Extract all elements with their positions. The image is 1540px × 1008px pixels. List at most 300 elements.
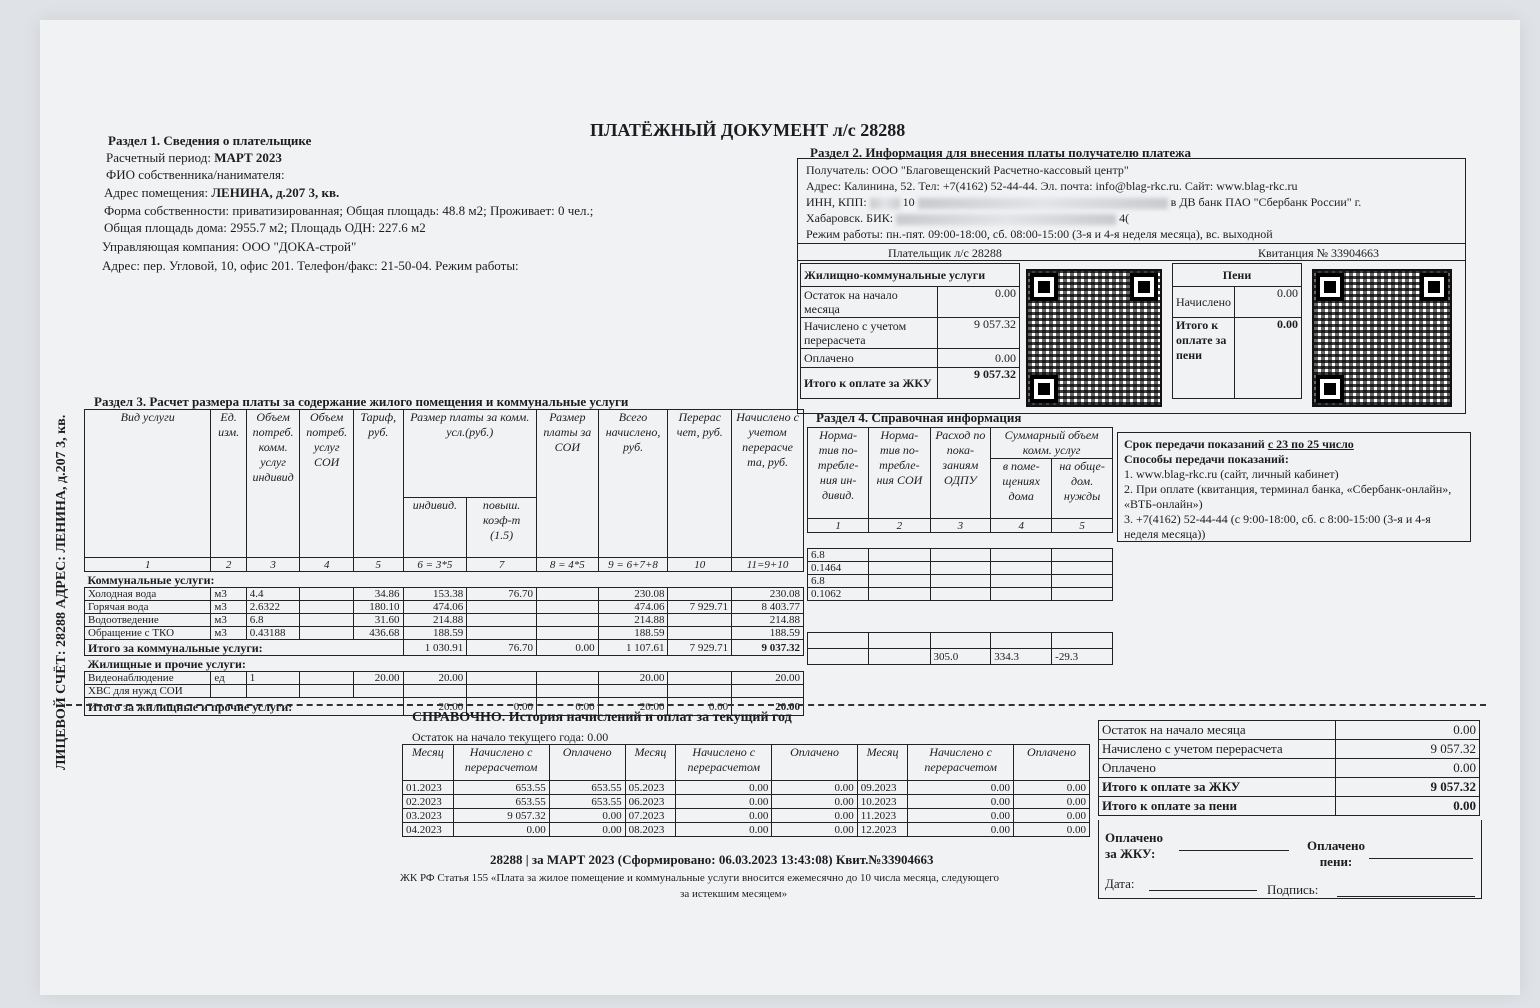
reference-cell xyxy=(1052,633,1113,649)
service-soi-pay xyxy=(537,601,599,614)
summary-label: Остаток на начало месяца xyxy=(1099,721,1336,740)
history-paid: 0.00 xyxy=(549,809,625,823)
bank-name: в ДВ банк ПАО "Сбербанк России" г. xyxy=(1170,195,1362,209)
meter-info xyxy=(1118,433,1470,542)
address-label: Адрес помещения: xyxy=(104,185,209,200)
section4-rows xyxy=(808,549,1113,601)
communal-rows xyxy=(85,588,804,640)
history-month: 04.2023 xyxy=(403,823,454,837)
qr-finder xyxy=(1030,375,1058,403)
section1-title: Раздел 1. Сведения о плательщике xyxy=(108,133,312,148)
col-service: Вид услуги xyxy=(85,410,211,558)
paid-peni-field[interactable] xyxy=(1369,858,1473,859)
service-tariff: 180.10 xyxy=(353,601,403,614)
history-month: 06.2023 xyxy=(625,795,676,809)
history-charged: 0.00 xyxy=(908,795,1014,809)
summary-value: 0.00 xyxy=(1336,759,1480,778)
service-unit: м3 xyxy=(211,614,246,627)
bik-end: 4( xyxy=(1119,211,1130,225)
service-tariff: 20.00 xyxy=(353,672,403,685)
communal-total-label: Итого за коммунальные услуги: xyxy=(85,640,404,656)
col-norm-indiv: Норма-тив по-требле-ния ин-дивид. xyxy=(808,428,869,519)
service-final: 8 403.77 xyxy=(732,601,804,614)
reference-cell: 334.3 xyxy=(991,649,1052,665)
service-recalc xyxy=(668,685,732,698)
qr-finder xyxy=(1316,273,1344,301)
year-start-value: 0.00 xyxy=(587,730,609,744)
redacted-field xyxy=(896,214,1116,225)
service-total: 20.00 xyxy=(598,672,668,685)
reference-cell xyxy=(991,633,1052,649)
col-charged: Начислено с перерасчетом xyxy=(453,745,549,781)
service-row xyxy=(85,614,804,627)
paid-zhku-field[interactable] xyxy=(1179,850,1289,851)
col-number: 6 = 3*5 xyxy=(403,558,467,572)
ownership-info: Форма собственности: приватизированная; Общая площадь: 48.8 м2; Проживает: 0 чел.; xyxy=(104,203,594,218)
col-number: 3 xyxy=(246,558,300,572)
history-row xyxy=(403,795,1090,809)
company-address: Адрес: пер. Угловой, 10, офис 201. Телефон/факс: 21-50-04. Режим работы: xyxy=(102,258,519,273)
column-number-row xyxy=(85,558,804,572)
billing-period xyxy=(106,150,282,166)
service-name: Видеонаблюдение xyxy=(85,672,211,685)
col-number: 1 xyxy=(808,519,869,533)
service-soi-volume xyxy=(300,614,354,627)
col-number: 11=9+10 xyxy=(732,558,804,572)
spacer xyxy=(808,601,1113,633)
service-final: 188.59 xyxy=(732,627,804,640)
history-month: 11.2023 xyxy=(857,809,908,823)
reference-row xyxy=(808,575,1113,588)
service-name: Холодная вода xyxy=(85,588,211,601)
col-final: Начислено с учетом перерасче та, руб. xyxy=(732,410,804,558)
section4-table xyxy=(807,427,1113,665)
service-tariff: 31.60 xyxy=(353,614,403,627)
history-charged: 9 057.32 xyxy=(453,809,549,823)
service-soi-volume xyxy=(300,627,354,640)
service-volume: 6.8 xyxy=(246,614,300,627)
deadline-label: Срок передачи показаний xyxy=(1124,437,1265,451)
fio-label: ФИО собственника/нанимателя: xyxy=(106,167,285,182)
summary-value: 0.00 xyxy=(1336,797,1480,816)
col-number: 4 xyxy=(991,519,1052,533)
zhku-label: Оплачено xyxy=(801,349,938,368)
summary-row xyxy=(1099,778,1480,797)
signature-field[interactable] xyxy=(1337,882,1475,897)
methods-label: Способы передачи показаний: xyxy=(1124,452,1289,466)
col-total-volume: Суммарный объем комм. услуг xyxy=(991,428,1113,459)
history-header-row xyxy=(403,745,1090,781)
inn-value: 10 xyxy=(902,195,915,209)
peni-title: Пени xyxy=(1173,264,1302,287)
col-volume-indiv: Объем потреб. комм. услуг индивид xyxy=(246,410,300,558)
reference-cell xyxy=(930,549,991,562)
inn-kpp xyxy=(806,195,1361,210)
reference-cell xyxy=(1052,588,1113,601)
zhku-table xyxy=(800,263,1020,399)
period-label: Расчетный период: xyxy=(106,150,211,165)
service-soi-volume xyxy=(300,588,354,601)
service-unit: м3 xyxy=(211,627,246,640)
service-unit xyxy=(211,685,246,698)
zhku-row xyxy=(801,287,1020,318)
history-charged: 0.00 xyxy=(676,781,772,795)
total-final: 9 037.32 xyxy=(732,640,804,656)
formed-line: 28288 | за МАРТ 2023 (Сформировано: 06.03.2023 13:43:08) Квит.№33904663 xyxy=(490,852,934,867)
history-charged: 0.00 xyxy=(453,823,549,837)
service-unit: ед xyxy=(211,672,246,685)
col-unit: Ед. изм. xyxy=(211,410,246,558)
service-soi-pay xyxy=(537,685,599,698)
section4-header-row xyxy=(808,428,1113,459)
service-indiv: 153.38 xyxy=(403,588,467,601)
service-soi-pay xyxy=(537,588,599,601)
history-paid: 0.00 xyxy=(1013,795,1089,809)
total-soi-pay: 0.00 xyxy=(537,698,599,716)
peni-value: 0.00 xyxy=(1235,287,1302,318)
peni-label: Итого к оплате за пени xyxy=(1173,318,1235,399)
communal-title: Коммунальные услуги: xyxy=(87,572,215,587)
history-paid: 0.00 xyxy=(1013,781,1089,795)
col-soi-pay: Размер платы за СОИ xyxy=(537,410,599,558)
history-month: 02.2023 xyxy=(403,795,454,809)
reference-cell: 6.8 xyxy=(808,549,869,562)
summary-rows xyxy=(1099,721,1480,816)
col-number: 5 xyxy=(353,558,403,572)
zhku-value: 9 057.32 xyxy=(938,368,1020,399)
reference-cell xyxy=(930,588,991,601)
service-total: 230.08 xyxy=(598,588,668,601)
date-label: Дата: xyxy=(1105,876,1135,891)
summary-value: 0.00 xyxy=(1336,721,1480,740)
qr-finder xyxy=(1316,375,1344,403)
summary-label: Оплачено xyxy=(1099,759,1336,778)
zhku-value: 9 057.32 xyxy=(938,318,1020,349)
col-paid: Оплачено xyxy=(549,745,625,781)
history-charged: 0.00 xyxy=(908,781,1014,795)
sign-label: Подпись: xyxy=(1267,882,1319,897)
paid-zhku xyxy=(1105,830,1163,862)
summary-value: 9 057.32 xyxy=(1336,740,1480,759)
service-total: 188.59 xyxy=(598,627,668,640)
history-charged: 653.55 xyxy=(453,781,549,795)
service-row xyxy=(85,627,804,640)
reference-cell xyxy=(991,562,1052,575)
service-row xyxy=(85,685,804,698)
col-norm-soi: Норма-тив по-требле-ния СОИ xyxy=(869,428,930,519)
management-company: Управляющая компания: ООО "ДОКА-строй" xyxy=(102,239,357,254)
col-recalc: Перерас чет, руб. xyxy=(668,410,732,558)
paid-zhku-line2: за ЖКУ: xyxy=(1105,846,1156,861)
total-coef: 0.00 xyxy=(467,698,537,716)
paid-peni xyxy=(1307,838,1365,870)
section3-title: Раздел 3. Расчет размера платы за содержание жилого помещения и коммунальные услуги xyxy=(94,394,629,409)
housing-rows xyxy=(85,672,804,698)
reference-cell: 0.1464 xyxy=(808,562,869,575)
history-paid: 0.00 xyxy=(772,809,857,823)
service-final xyxy=(732,685,804,698)
housing-title: Жилищные и прочие услуги: xyxy=(87,656,246,671)
reference-cell xyxy=(808,649,869,665)
col-volume-soi: Объем потреб. услуг СОИ xyxy=(300,410,354,558)
period-value: МАРТ 2023 xyxy=(214,150,282,165)
col-paid: Оплачено xyxy=(772,745,857,781)
recipient: Получатель: ООО "Благовещенский Расчетно-кассовый центр" xyxy=(806,163,1129,177)
spacer xyxy=(808,533,1113,549)
service-name: Водоотведение xyxy=(85,614,211,627)
service-volume: 4.4 xyxy=(246,588,300,601)
service-tariff: 436.68 xyxy=(353,627,403,640)
service-recalc xyxy=(668,614,732,627)
reference-cell xyxy=(930,562,991,575)
summary-value: 9 057.32 xyxy=(1336,778,1480,797)
summary-label: Итого к оплате за ЖКУ xyxy=(1099,778,1336,797)
history-title: СПРАВОЧНО. История начислений и оплат за текущий год xyxy=(412,710,792,725)
communal-group-row xyxy=(85,572,804,588)
total-final: 20.00 xyxy=(732,698,804,716)
history-paid: 0.00 xyxy=(1013,823,1089,837)
total-soi-pay: 0.00 xyxy=(537,640,599,656)
service-soi-volume xyxy=(300,685,354,698)
service-final: 230.08 xyxy=(732,588,804,601)
zhku-title: Жилищно-коммунальные услуги xyxy=(801,264,1020,287)
history-month: 01.2023 xyxy=(403,781,454,795)
column-number-row xyxy=(808,519,1113,533)
housing-total-label: Итого за жилищные и прочие услуги: xyxy=(85,698,404,716)
reference-row xyxy=(808,649,1113,665)
history-row xyxy=(403,823,1090,837)
bik-label: Хабаровск. БИК: xyxy=(806,211,894,225)
service-soi-pay xyxy=(537,672,599,685)
section3-table xyxy=(84,409,804,716)
service-coef xyxy=(467,601,537,614)
peni-row xyxy=(1173,318,1302,399)
col-total: Всего начислено, руб. xyxy=(598,410,668,558)
date-field[interactable] xyxy=(1149,876,1257,891)
reference-cell: 6.8 xyxy=(808,575,869,588)
history-month: 03.2023 xyxy=(403,809,454,823)
col-common: на обще-дом. нужды xyxy=(1052,459,1113,519)
reference-cell xyxy=(869,649,930,665)
reference-cell xyxy=(869,549,930,562)
history-paid: 0.00 xyxy=(772,781,857,795)
service-indiv xyxy=(403,685,467,698)
section2-title: Раздел 2. Информация для внесения платы получателю платежа xyxy=(810,145,1192,160)
document-title: ПЛАТЁЖНЫЙ ДОКУМЕНТ л/с 28288 xyxy=(590,120,906,140)
history-charged: 0.00 xyxy=(908,823,1014,837)
zhku-row xyxy=(801,349,1020,368)
method-item: 1. www.blag-rkc.ru (сайт, личный кабинет) xyxy=(1124,467,1339,481)
service-indiv: 474.06 xyxy=(403,601,467,614)
year-start-label: Остаток на начало текущего года: xyxy=(412,730,585,744)
bik xyxy=(806,211,1129,226)
service-coef xyxy=(467,614,537,627)
recipient-address: Адрес: Калинина, 52. Тел: +7(4162) 52-44-44. Эл. почта: info@blag-rkc.ru. Сайт: www.blag-rkc.ru xyxy=(806,179,1298,193)
service-soi-volume xyxy=(300,672,354,685)
peni-value: 0.00 xyxy=(1235,318,1302,399)
summary-row xyxy=(1099,740,1480,759)
service-indiv: 20.00 xyxy=(403,672,467,685)
zhku-label: Начислено с учетом перерасчета xyxy=(801,318,938,349)
service-soi-pay xyxy=(537,627,599,640)
law-line-2: за истекшим месяцем» xyxy=(680,888,788,900)
communal-total-row xyxy=(85,640,804,656)
col-odpu: Расход по пока-заниям ОДПУ xyxy=(930,428,991,519)
reference-cell xyxy=(1052,549,1113,562)
service-soi-volume xyxy=(300,601,354,614)
account-vertical-label: ЛИЦЕВОЙ СЧЁТ: 28288 АДРЕС: ЛЕНИНА, д.207 3, кв. xyxy=(54,414,69,770)
history-charged: 0.00 xyxy=(676,823,772,837)
redacted-field xyxy=(870,198,900,209)
service-volume: 0.43188 xyxy=(246,627,300,640)
zhku-value: 0.00 xyxy=(938,349,1020,368)
service-volume: 1 xyxy=(246,672,300,685)
service-unit: м3 xyxy=(211,588,246,601)
reference-cell: 0.1062 xyxy=(808,588,869,601)
section4-title: Раздел 4. Справочная информация xyxy=(816,410,1022,425)
service-soi-pay xyxy=(537,614,599,627)
history-paid: 0.00 xyxy=(1013,809,1089,823)
total-indiv: 1 030.91 xyxy=(403,640,467,656)
service-total: 214.88 xyxy=(598,614,668,627)
col-charged: Начислено с перерасчетом xyxy=(908,745,1014,781)
col-number: 7 xyxy=(467,558,537,572)
service-coef xyxy=(467,627,537,640)
divider xyxy=(798,260,1465,261)
peni-table xyxy=(1172,263,1302,399)
service-indiv: 214.88 xyxy=(403,614,467,627)
col-tariff: Тариф, руб. xyxy=(353,410,403,558)
spacer-row xyxy=(808,601,1113,633)
method-item: 2. При оплате (квитанция, терминал банка, «Сбербанк-онлайн», «ВТБ-онлайн») xyxy=(1124,482,1452,511)
redacted-field xyxy=(918,198,1168,209)
cut-line xyxy=(66,704,1486,706)
history-paid: 653.55 xyxy=(549,795,625,809)
total-indiv: 20.00 xyxy=(403,698,467,716)
reference-cell xyxy=(1052,575,1113,588)
section3-header-row xyxy=(85,410,804,498)
history-month: 12.2023 xyxy=(857,823,908,837)
paid-peni-line2: пени: xyxy=(1319,854,1353,869)
total-total: 1 107.61 xyxy=(598,640,668,656)
history-month: 05.2023 xyxy=(625,781,676,795)
payer-account: Плательщик л/с 28288 xyxy=(888,246,1002,260)
service-indiv: 188.59 xyxy=(403,627,467,640)
zhku-row xyxy=(801,368,1020,399)
service-row xyxy=(85,601,804,614)
housing-group-row xyxy=(85,656,804,672)
reference-row xyxy=(808,562,1113,575)
col-number: 2 xyxy=(869,519,930,533)
service-coef xyxy=(467,685,537,698)
history-row xyxy=(403,809,1090,823)
service-name: Горячая вода xyxy=(85,601,211,614)
reference-cell xyxy=(991,588,1052,601)
col-number: 5 xyxy=(1052,519,1113,533)
col-number: 9 = 6+7+8 xyxy=(598,558,668,572)
section4-housing-rows xyxy=(808,633,1113,665)
paid-peni-line1: Оплачено xyxy=(1307,838,1365,853)
zhku-row xyxy=(801,318,1020,349)
zhku-value: 0.00 xyxy=(938,287,1020,318)
service-row xyxy=(85,672,804,685)
method-item: 3. +7(4162) 52-44-44 (с 9:00-18:00, сб. с 8:00-15:00 (3-я и 4-я неделя месяца)) xyxy=(1124,512,1431,541)
owner-name xyxy=(106,167,285,183)
col-communal-pay: Размер платы за комм. усл.(руб.) xyxy=(403,410,536,498)
service-volume xyxy=(246,685,300,698)
reference-cell xyxy=(1052,562,1113,575)
service-row xyxy=(85,588,804,601)
col-paid: Оплачено xyxy=(1013,745,1089,781)
col-coef: повыш. коэф-т (1.5) xyxy=(467,498,537,558)
section2-box xyxy=(797,158,1466,414)
history-charged: 0.00 xyxy=(676,795,772,809)
history-row xyxy=(403,781,1090,795)
total-recalc: 0.00 xyxy=(668,698,732,716)
house-area-info: Общая площадь дома: 2955.7 м2; Площадь ОДН: 227.6 м2 xyxy=(104,220,426,235)
service-name: ХВС для нужд СОИ xyxy=(85,685,211,698)
address-value: ЛЕНИНА, д.207 3, кв. xyxy=(211,185,340,200)
service-coef: 76.70 xyxy=(467,588,537,601)
history-charged: 653.55 xyxy=(453,795,549,809)
total-coef: 76.70 xyxy=(467,640,537,656)
reference-cell xyxy=(808,633,869,649)
deadline-dates: с 23 по 25 число xyxy=(1267,437,1354,451)
history-month: 08.2023 xyxy=(625,823,676,837)
summary-label: Начислено с учетом перерасчета xyxy=(1099,740,1336,759)
history-month: 10.2023 xyxy=(857,795,908,809)
summary-row xyxy=(1099,721,1480,740)
col-charged: Начислено с перерасчетом xyxy=(676,745,772,781)
total-recalc: 7 929.71 xyxy=(668,640,732,656)
reference-row xyxy=(808,588,1113,601)
summary-label: Итого к оплате за пени xyxy=(1099,797,1336,816)
history-table xyxy=(402,744,1090,837)
summary-table xyxy=(1098,720,1480,816)
service-recalc xyxy=(668,627,732,640)
service-final: 214.88 xyxy=(732,614,804,627)
col-month: Месяц xyxy=(403,745,454,781)
peni-row xyxy=(1173,287,1302,318)
history-paid: 653.55 xyxy=(549,781,625,795)
history-charged: 0.00 xyxy=(908,809,1014,823)
reference-cell xyxy=(869,633,930,649)
spacer-row xyxy=(808,533,1113,549)
col-number: 3 xyxy=(930,519,991,533)
peni-label: Начислено xyxy=(1173,287,1235,318)
reference-cell xyxy=(930,575,991,588)
col-month: Месяц xyxy=(625,745,676,781)
reference-cell xyxy=(930,633,991,649)
history-month: 07.2023 xyxy=(625,809,676,823)
col-premises: в поме-щениях дома xyxy=(991,459,1052,519)
col-indiv: индивид. xyxy=(403,498,467,558)
reference-cell xyxy=(869,562,930,575)
qr-finder xyxy=(1030,273,1058,301)
inn-label: ИНН, КПП: xyxy=(806,195,867,209)
summary-row xyxy=(1099,759,1480,778)
zhku-label: Итого к оплате за ЖКУ xyxy=(801,368,938,399)
history-paid: 0.00 xyxy=(772,795,857,809)
qr-finder xyxy=(1420,273,1448,301)
qr-code xyxy=(1026,269,1162,407)
reference-cell xyxy=(991,549,1052,562)
year-start-balance xyxy=(412,730,608,745)
work-hours: Режим работы: пн.-пят. 09:00-18:00, сб. 08:00-15:00 (3-я и 4-я неделя месяца), вс. выходной xyxy=(806,227,1273,241)
reference-row xyxy=(808,549,1113,562)
service-recalc xyxy=(668,672,732,685)
service-tariff: 34.86 xyxy=(353,588,403,601)
